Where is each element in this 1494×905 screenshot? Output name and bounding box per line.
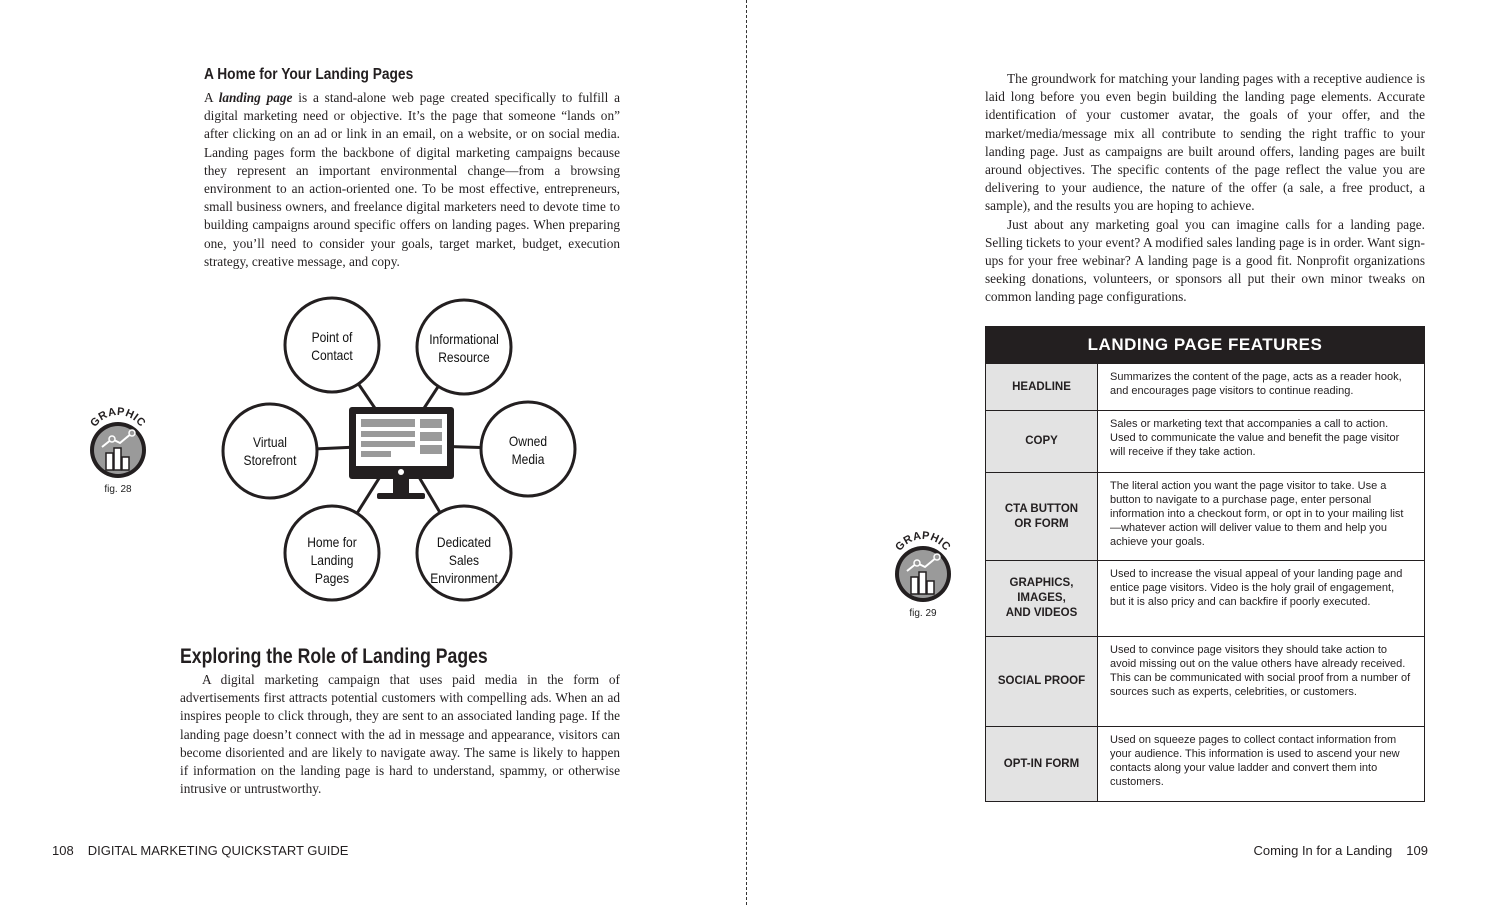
feature-name: GRAPHICS, IMAGES, AND VIDEOS [986, 561, 1098, 636]
figure-label: fig. 28 [104, 484, 132, 495]
footer-right [1254, 843, 1428, 858]
paragraph-lead: A [204, 90, 219, 105]
node-owned-media: Owned Media [508, 433, 548, 467]
computer-monitor-icon [349, 407, 454, 499]
feature-description: Sales or marketing text that accompanies a call to action. Used to communicate the value and benefit the page visitor will receive if they take action. [1110, 418, 1400, 458]
table-row [986, 560, 1424, 636]
feature-description: Used on squeeze pages to collect contact information from your audience. This information is used to ascend your new contacts along your value ladder and convert them into customers. [1110, 734, 1400, 788]
paragraph-landing-page-definition [204, 89, 620, 271]
graphic-badge-fig28 [83, 406, 153, 506]
paragraph-exploring-role [180, 671, 620, 798]
feature-description: Used to increase the visual appeal of your landing page and entice page visitors. Video is the holy grail of engagement, but it is also pricy and can backfire if poorly executed. [1110, 568, 1403, 608]
table-row [986, 363, 1424, 410]
landing-page-features-table [985, 326, 1425, 802]
feature-name: SOCIAL PROOF [986, 637, 1098, 726]
feature-description: Used to convince page visitors they should take action to avoid missing out on the value others have already received. This can be communicated with social proof from a number of sources such as experts, celebrities, or customers. [1110, 644, 1411, 698]
chart-graphic-icon [83, 406, 153, 482]
table-row [986, 636, 1424, 726]
page-number-right: 109 [1406, 843, 1428, 858]
page-number-left: 108 [52, 843, 74, 858]
node-dedicated-sales-environment: Dedicated Sales Environment [430, 534, 498, 586]
paragraph-text: A digital marketing campaign that uses paid media in the form of advertisements first attracts potential customers with compelling ads. When an ad inspires people to click through, they are sent to an associated landing page. If the landing page doesn’t connect with the ad in message and appearance, visitors can become disoriented and are likely to navigate away. The same is likely to happen if information on the landing page is hard to understand, spammy, or otherwise intrusive or untrustworthy. [180, 672, 620, 797]
paragraph-groundwork-text: The groundwork for matching your landing pages with a receptive audience is laid long before you even begin building the landing page elements. Accurate identification of your customer avatar, the goals of your offer, and the market/media/message mix all contribute to sending the right traffic to your landing page. Just as campaigns are built around offers, landing pages are built around objectives. The specific contents of the page reflect the value you are delivering to your audience, the nature of the offer (a sale, a free product, a sample), and the results you are hoping to achieve. [985, 71, 1425, 214]
running-head-chapter-title: Coming In for a Landing [1253, 843, 1393, 858]
section-heading-exploring-role: Exploring the Role of Landing Pages [180, 645, 488, 668]
figure-label: fig. 29 [909, 608, 937, 619]
table-row [986, 410, 1424, 472]
graphic-badge-fig29 [888, 530, 958, 630]
feature-description: Summarizes the content of the page, acts as a reader hook, and encourages page visitors to continue reading. [1110, 371, 1402, 397]
feature-name: COPY [986, 411, 1098, 472]
svg-text:GRAPHIC: GRAPHIC [893, 530, 953, 554]
table-title: LANDING PAGE FEATURES [986, 327, 1424, 363]
subheading-home-for-landing-pages: A Home for Your Landing Pages [204, 66, 414, 83]
feature-name: OPT-IN FORM [986, 727, 1098, 801]
node-point-of-contact: Point of Contact [311, 329, 353, 363]
node-informational-resource: Informational Resource [429, 331, 499, 365]
paragraph-marketing-goal-text: Just about any marketing goal you can imagine calls for a landing page. Selling tickets to your event? A modified sales landing page is in order. Want sign-ups for your free webinar? A landing page is a good fit. Nonprofit organizations seeking donations, volunteers, or sponsors all put their own minor tweaks on common landing page configurations. [985, 216, 1425, 305]
page-gutter-divider [746, 0, 747, 905]
feature-name: HEADLINE [986, 364, 1098, 410]
node-virtual-storefront: Virtual Storefront [243, 434, 297, 468]
feature-description: The literal action you want the page visitor to take. Use a button to navigate to a purchase page, enter personal information into a checkout form, or opt in to your mailing list—whatever action will deliver value to them and help you achieve your goals. [1110, 480, 1404, 548]
term-landing-page: landing page [218, 90, 293, 105]
node-home-for-landing-pages: Home for Landing Pages [307, 534, 357, 586]
running-head-book-title: DIGITAL MARKETING QUICKSTART GUIDE [87, 843, 349, 858]
chart-graphic-icon [888, 530, 958, 606]
footer-left [52, 843, 348, 858]
table-row [986, 726, 1424, 801]
svg-text:GRAPHIC: GRAPHIC [88, 406, 148, 430]
paragraph-groundwork [985, 70, 1425, 307]
feature-name: CTA BUTTON OR FORM [986, 473, 1098, 560]
paragraph-rest: is a stand-alone web page created specifically to fulfill a digital marketing need or objective. It’s the page that someone “lands on” after clicking on an ad or link in an email, on a website, or on social media. Landing pages form the backbone of digital marketing campaigns because they represent an important environmental change—from a browsing environment to an action-oriented one. To be most effective, entrepreneurs, small business owners, and freelance digital marketers need to devote time to building campaigns around specific offers on landing pages. When preparing one, you’ll need to consider your goals, target market, budget, execution strategy, creative message, and copy. [204, 90, 621, 269]
landing-page-roles-diagram [215, 293, 585, 608]
table-row [986, 472, 1424, 560]
